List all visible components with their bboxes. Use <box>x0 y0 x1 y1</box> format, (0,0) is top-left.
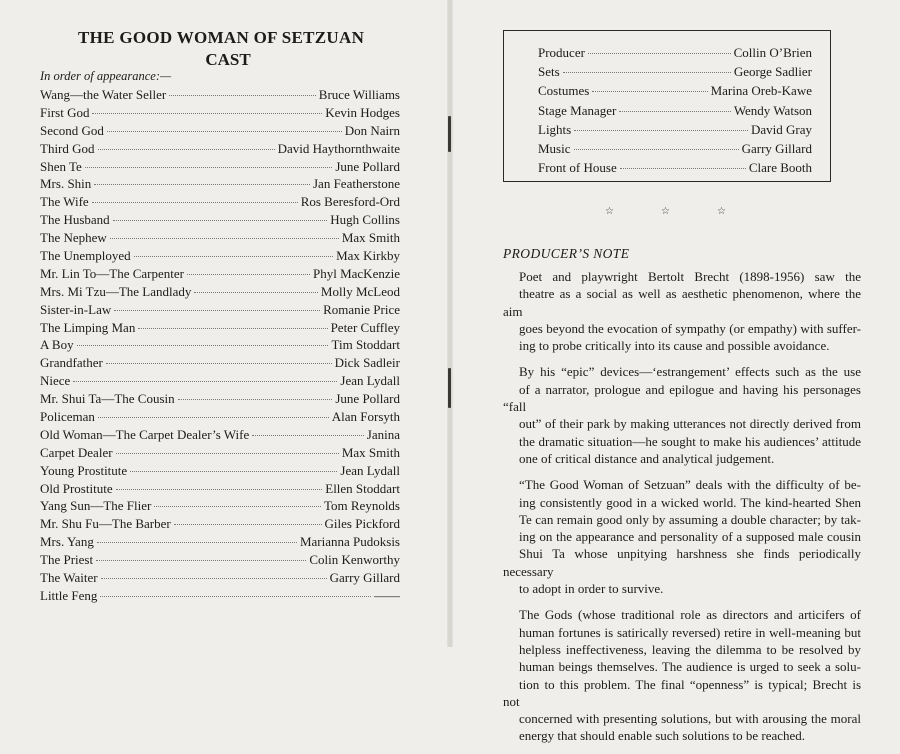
leader-dots <box>98 417 329 418</box>
crew-list <box>538 43 812 177</box>
cast-row-name: Alan Forsyth <box>331 409 400 425</box>
leader-dots <box>97 542 297 543</box>
cast-row <box>40 193 400 211</box>
note-line: energy that should enable such solutions to be reached. <box>519 728 806 744</box>
cast-row-name: Don Nairn <box>344 122 400 138</box>
cast-row <box>40 515 400 533</box>
cast-row-name: Tom Reynolds <box>323 498 400 514</box>
cast-page <box>0 0 447 647</box>
cast-row <box>40 336 400 354</box>
crew-row-role: Costumes <box>538 83 590 99</box>
cast-row-name: Peter Cuffley <box>330 319 400 335</box>
leader-dots <box>116 489 323 490</box>
leader-dots <box>619 111 730 112</box>
leader-dots <box>114 310 320 311</box>
cast-row-role: Wang—the Water Seller <box>40 87 167 102</box>
leader-dots <box>73 381 337 382</box>
leader-dots <box>92 202 298 203</box>
note-paragraph <box>503 363 861 467</box>
leader-dots <box>592 91 707 92</box>
cast-row-role: Mrs. Mi Tzu—The Landlady <box>40 283 192 299</box>
crew-row-name: Garry Gillard <box>741 140 812 156</box>
crew-row-name: Marina Oreb-Kawe <box>710 83 812 99</box>
leader-dots <box>194 292 318 293</box>
cast-row-name: Jean Lydall <box>340 373 400 389</box>
cast-row <box>40 444 400 462</box>
leader-dots <box>100 596 371 597</box>
cast-row-role: Mr. Shui Ta—The Cousin <box>40 391 175 407</box>
crew-row-name: Collin O’Brien <box>733 45 812 60</box>
cast-list <box>40 86 400 605</box>
leader-dots <box>252 435 364 436</box>
cast-row-name: —— <box>374 587 400 603</box>
cast-row-role: Sister-in-Law <box>40 301 112 317</box>
cast-row-role: The Limping Man <box>40 319 136 335</box>
cast-row-role: Grandfather <box>40 355 103 371</box>
crew-row-name: David Gray <box>750 121 812 137</box>
crew-row <box>538 158 812 177</box>
cast-row-role: The Wife <box>40 194 89 210</box>
note-line: human fortunes is satirically reversed) retire in well-meaning but <box>519 624 861 640</box>
note-line: to adopt in order to survive. <box>519 581 664 597</box>
leader-dots <box>588 53 731 54</box>
cast-row-name: Jan Featherstone <box>312 176 400 192</box>
cast-row-role: Mrs. Shin <box>40 176 92 192</box>
leader-dots <box>134 256 333 257</box>
credits-page <box>453 0 900 744</box>
cast-row <box>40 426 400 444</box>
cast-row <box>40 140 400 158</box>
leader-dots <box>574 130 748 131</box>
crew-row <box>538 139 812 158</box>
leader-dots <box>107 131 342 132</box>
star-icon: ☆ <box>605 206 614 217</box>
crew-row <box>538 62 812 81</box>
cast-row-role: Policeman <box>40 409 95 425</box>
star-icon: ☆ <box>661 206 670 217</box>
cast-row-name: Ros Beresford-Ord <box>300 194 400 210</box>
cast-row <box>40 122 400 140</box>
cast-row-name: David Haythornthwaite <box>277 140 400 156</box>
cast-row <box>40 462 400 480</box>
cast-row-name: Ellen Stoddart <box>325 480 400 496</box>
cast-row <box>40 587 400 605</box>
cast-row-name: Phyl MacKenzie <box>312 265 400 281</box>
note-line: helpless ineffectiveness, leaving the dilemma to be resolved by <box>519 641 861 657</box>
note-line: the dramatic situation—he sought to make his audiences’ attitude <box>519 433 861 449</box>
cast-row-role: The Priest <box>40 552 94 568</box>
crew-row <box>538 43 812 62</box>
cast-row <box>40 390 400 408</box>
staple-bottom <box>448 368 451 408</box>
cast-row <box>40 301 400 319</box>
leader-dots <box>98 149 275 150</box>
cast-row-name: Hugh Collins <box>330 212 400 228</box>
note-line: human beings themselves. The audience is urged to seek a solu- <box>519 659 861 675</box>
note-line: Poet and playwright Bertolt Brecht (1898-1956) saw the <box>519 269 861 284</box>
cast-row-role: Second God <box>40 122 104 138</box>
note-line: out” of their park by making utterances not directly derived from <box>519 416 861 432</box>
crew-row-role: Music <box>538 140 571 156</box>
crew-row-name: George Sadlier <box>733 64 812 80</box>
cast-row-name: Janina <box>366 426 400 442</box>
cast-row <box>40 533 400 551</box>
cast-row-role: Mr. Shu Fu—The Barber <box>40 516 171 532</box>
cast-row <box>40 211 400 229</box>
cast-row-name: Marianna Pudoksis <box>299 534 400 550</box>
note-line: By his “epic” devices—‘estrangement’ effects such as the use <box>519 364 861 380</box>
leader-dots <box>77 345 329 346</box>
cast-row-role: Old Woman—The Carpet Dealer’s Wife <box>40 426 250 442</box>
cast-row-role: Third God <box>40 140 95 156</box>
leader-dots <box>101 578 327 579</box>
cast-row-role: Mr. Lin To—The Carpenter <box>40 265 184 281</box>
cast-row <box>40 247 400 265</box>
play-title: THE GOOD WOMAN OF SETZUAN <box>78 28 365 47</box>
cast-row <box>40 175 400 193</box>
leader-dots <box>130 471 337 472</box>
note-line: tion to this problem. The final “openness” is typical; Brecht is not <box>503 676 861 709</box>
note-line: theatre as a social as well as aesthetic phenomenon, where the aim <box>503 286 861 319</box>
star-divider <box>605 206 735 220</box>
note-line: The Gods (whose traditional role as directors and articifers of <box>519 607 861 623</box>
leader-dots <box>113 220 328 221</box>
cast-row-name: Giles Pickford <box>324 516 400 532</box>
cast-row-name: Colin Kenworthy <box>309 552 400 568</box>
producers-note-heading: PRODUCER’S NOTE <box>503 246 630 261</box>
leader-dots <box>116 453 339 454</box>
crew-row <box>538 81 812 100</box>
note-line: Te can remain good only by assuming a double character; by tak- <box>519 511 861 527</box>
leader-dots <box>169 95 316 96</box>
cast-row <box>40 229 400 247</box>
cast-row-name: Max Smith <box>341 230 400 246</box>
crew-box <box>503 30 831 182</box>
crew-row-role: Producer <box>538 45 585 60</box>
cast-row <box>40 551 400 569</box>
leader-dots <box>187 274 310 275</box>
note-line: “The Good Woman of Setzuan” deals with the difficulty of be- <box>519 477 861 493</box>
note-paragraph <box>503 268 861 354</box>
cast-row-name: Molly McLeod <box>320 283 400 299</box>
cast-row-role: Old Prostitute <box>40 480 113 496</box>
leader-dots <box>574 149 739 150</box>
note-line: ing on the appearance and personality of a supposed male cousin <box>519 529 861 545</box>
cast-row-name: Bruce Williams <box>318 87 400 102</box>
cast-row-role: Young Prostitute <box>40 462 128 478</box>
producers-note-body <box>503 268 861 754</box>
note-line: ing consistently good in a wicked world. The kind-hearted Shen <box>519 494 861 510</box>
leader-dots <box>92 113 322 114</box>
order-of-appearance-note: In order of appearance:— <box>40 69 172 83</box>
cast-row <box>40 319 400 337</box>
cast-row-role: First God <box>40 104 90 120</box>
cast-row <box>40 86 400 104</box>
leader-dots <box>96 560 306 561</box>
crew-row-name: Wendy Watson <box>733 102 812 118</box>
cast-row-role: Mrs. Yang <box>40 534 94 550</box>
leader-dots <box>138 328 327 329</box>
note-line: of a narrator, prologue and epilogue and having his personages “fall <box>503 381 861 415</box>
crew-row-role: Lights <box>538 121 572 137</box>
cast-row-role: Little Feng <box>40 587 98 603</box>
leader-dots <box>85 167 333 168</box>
cast-heading: CAST <box>205 50 251 69</box>
cast-row-role: A Boy <box>40 337 74 353</box>
crew-row-name: Clare Booth <box>748 160 812 176</box>
note-line: concerned with presenting solutions, but with arousing the moral <box>519 711 861 727</box>
leader-dots <box>620 168 746 169</box>
cast-row-name: Tim Stoddart <box>331 337 400 353</box>
cast-row-name: Max Kirkby <box>336 248 400 264</box>
crew-row-role: Sets <box>538 64 560 80</box>
cast-row <box>40 569 400 587</box>
cast-row <box>40 283 400 301</box>
cast-row-name: Max Smith <box>341 444 400 460</box>
crew-row-role: Stage Manager <box>538 102 617 118</box>
cast-row-role: The Nephew <box>40 230 107 246</box>
cast-row-role: The Unemployed <box>40 248 131 264</box>
note-line: one of critical distance and analytical judgement. <box>519 450 775 466</box>
cast-row <box>40 104 400 122</box>
note-line: goes beyond the evocation of sympathy (or empathy) with suffer- <box>519 320 861 336</box>
cast-row-name: Jean Lydall <box>340 462 400 478</box>
note-paragraph <box>503 476 861 597</box>
leader-dots <box>563 72 731 73</box>
leader-dots <box>106 363 332 364</box>
star-icon: ☆ <box>717 206 726 217</box>
cast-row <box>40 497 400 515</box>
leader-dots <box>94 184 310 185</box>
cast-row <box>40 408 400 426</box>
crew-row-role: Front of House <box>538 160 617 176</box>
cast-row <box>40 372 400 390</box>
cast-row-name: June Pollard <box>335 158 400 174</box>
cast-row-name: Romanie Price <box>323 301 400 317</box>
crew-row <box>538 120 812 139</box>
note-line: Shui Ta whose unpitying harshness she finds periodically necessary <box>503 546 861 579</box>
cast-row-role: Niece <box>40 373 71 389</box>
cast-row-role: Shen Te <box>40 158 82 174</box>
staple-top <box>448 116 451 152</box>
note-line: ing to probe critically into its cause and possible avoidance. <box>519 338 830 354</box>
cast-row-role: The Waiter <box>40 570 98 586</box>
cast-row-name: June Pollard <box>335 391 400 407</box>
leader-dots <box>154 506 321 507</box>
crew-row <box>538 101 812 120</box>
cast-row-role: The Husband <box>40 212 110 228</box>
leader-dots <box>174 524 322 525</box>
cast-row-name: Dick Sadleir <box>334 355 400 371</box>
cast-row <box>40 354 400 372</box>
cast-row-role: Yang Sun—The Flier <box>40 498 152 514</box>
cast-row <box>40 265 400 283</box>
note-paragraph <box>503 606 861 744</box>
cast-row-name: Kevin Hodges <box>325 104 400 120</box>
leader-dots <box>110 238 339 239</box>
cast-row <box>40 158 400 176</box>
leader-dots <box>178 399 333 400</box>
cast-row-name: Garry Gillard <box>329 570 400 586</box>
cast-row <box>40 480 400 498</box>
cast-row-role: Carpet Dealer <box>40 444 113 460</box>
